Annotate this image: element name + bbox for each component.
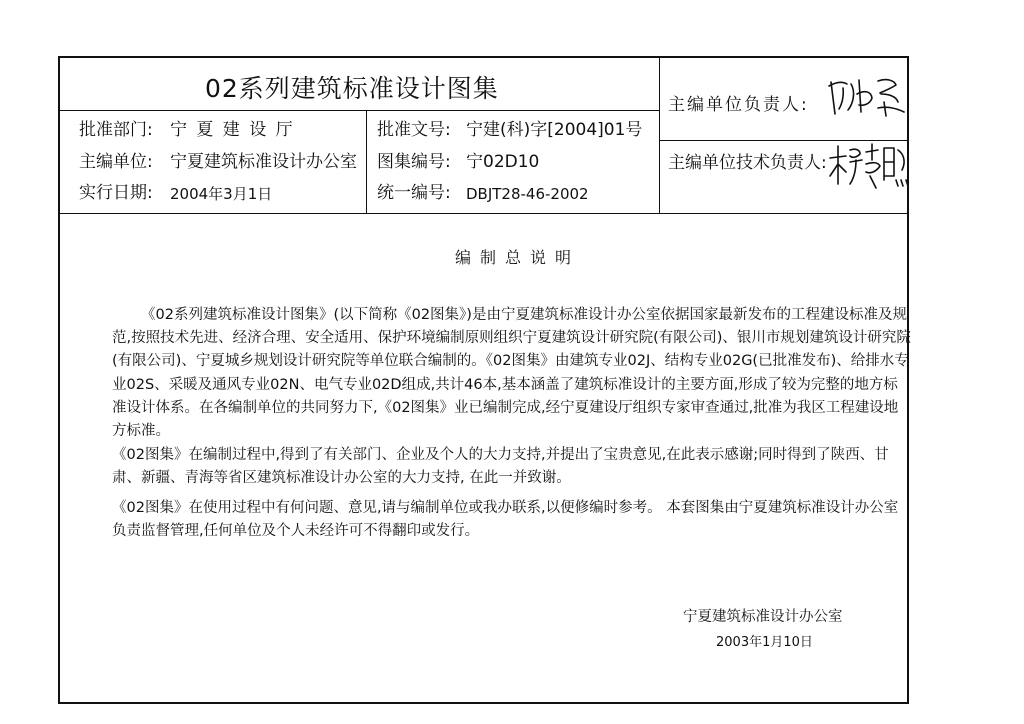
header-divider [58,213,909,214]
signature-date: 2003年1月10日 [716,635,813,650]
document-title: 02系列建筑标准设计图集 [205,74,499,103]
impl-date-value: 2004年3月1日 [170,185,273,203]
unified-no-label: 统一编号: [377,183,451,203]
tech-chief-signature [826,136,910,194]
signature-organization: 宁夏建筑标准设计办公室 [683,609,843,625]
header-mid-divider [366,110,367,214]
impl-date-label: 实行日期: [79,183,153,203]
chief-label: 主编单位负责人: [668,95,809,115]
title-divider [58,110,660,111]
atlas-no-value: 宁02D10 [466,152,540,172]
section-heading: 编制总说明 [455,248,581,267]
editor-unit-label: 主编单位: [79,152,153,172]
thanks-paragraph: 《02图集》在编制过程中,得到了有关部门、企业及个人的大力支持,并提出了宝贵意见,在此表示感谢;同时得到了陕西、甘肃、新疆、青海等省区建筑标准设计办公室的大力支持, 在此一并致谢。 [112,447,889,487]
chief-signature [826,72,908,118]
atlas-no-label: 图集编号: [377,152,451,172]
unified-no-value: DBJT28-46-2002 [466,185,589,203]
tech-chief-label: 主编单位技术负责人: [668,153,827,173]
usage-paragraph: 《02图集》在使用过程中有何问题、意见,请与编制单位或我办联系,以便修编时参考。 本套图集由宁夏建筑标准设计办公室负责监督管理,任何单位及个人未经许可不得翻印或发行。 [112,500,899,540]
approval-dept-label: 批准部门: [79,120,153,140]
approval-no-value: 宁建(科)字[2004]01号 [466,120,643,140]
intro-paragraph: 《02系列建筑标准设计图集》(以下简称《02图集》)是由宁夏建筑标准设计办公室依据国家最新发布的工程建设标准及规范,按照技术先进、经济合理、安全适用、保护环境编制原则组织宁夏建筑设计研究院(有限公司)、银川市规划建筑设计研究院(有限公司)、宁夏城乡规划设计研究院等单位联合编制的。《02图集》由建筑专业02J、结构专业02G(已批准发布)、给排水专业02S、采暖及通风专业02N、电气专业02D组成,共计46本,基本涵盖了建筑标准设计的主要方面,形成了较为完整的地方标准设计体系。在各编制单位的共同努力下,《02图集》业已编制完成,经宁夏建设厅组织专家审查通过,批准为我区工程建设地方标准。 [112,307,911,440]
editor-unit-value: 宁夏建筑标准设计办公室 [170,152,357,172]
approval-dept-value: 宁 夏 建 设 厅 [170,120,295,140]
approval-no-label: 批准文号: [377,120,451,140]
header-right-divider [659,56,660,214]
